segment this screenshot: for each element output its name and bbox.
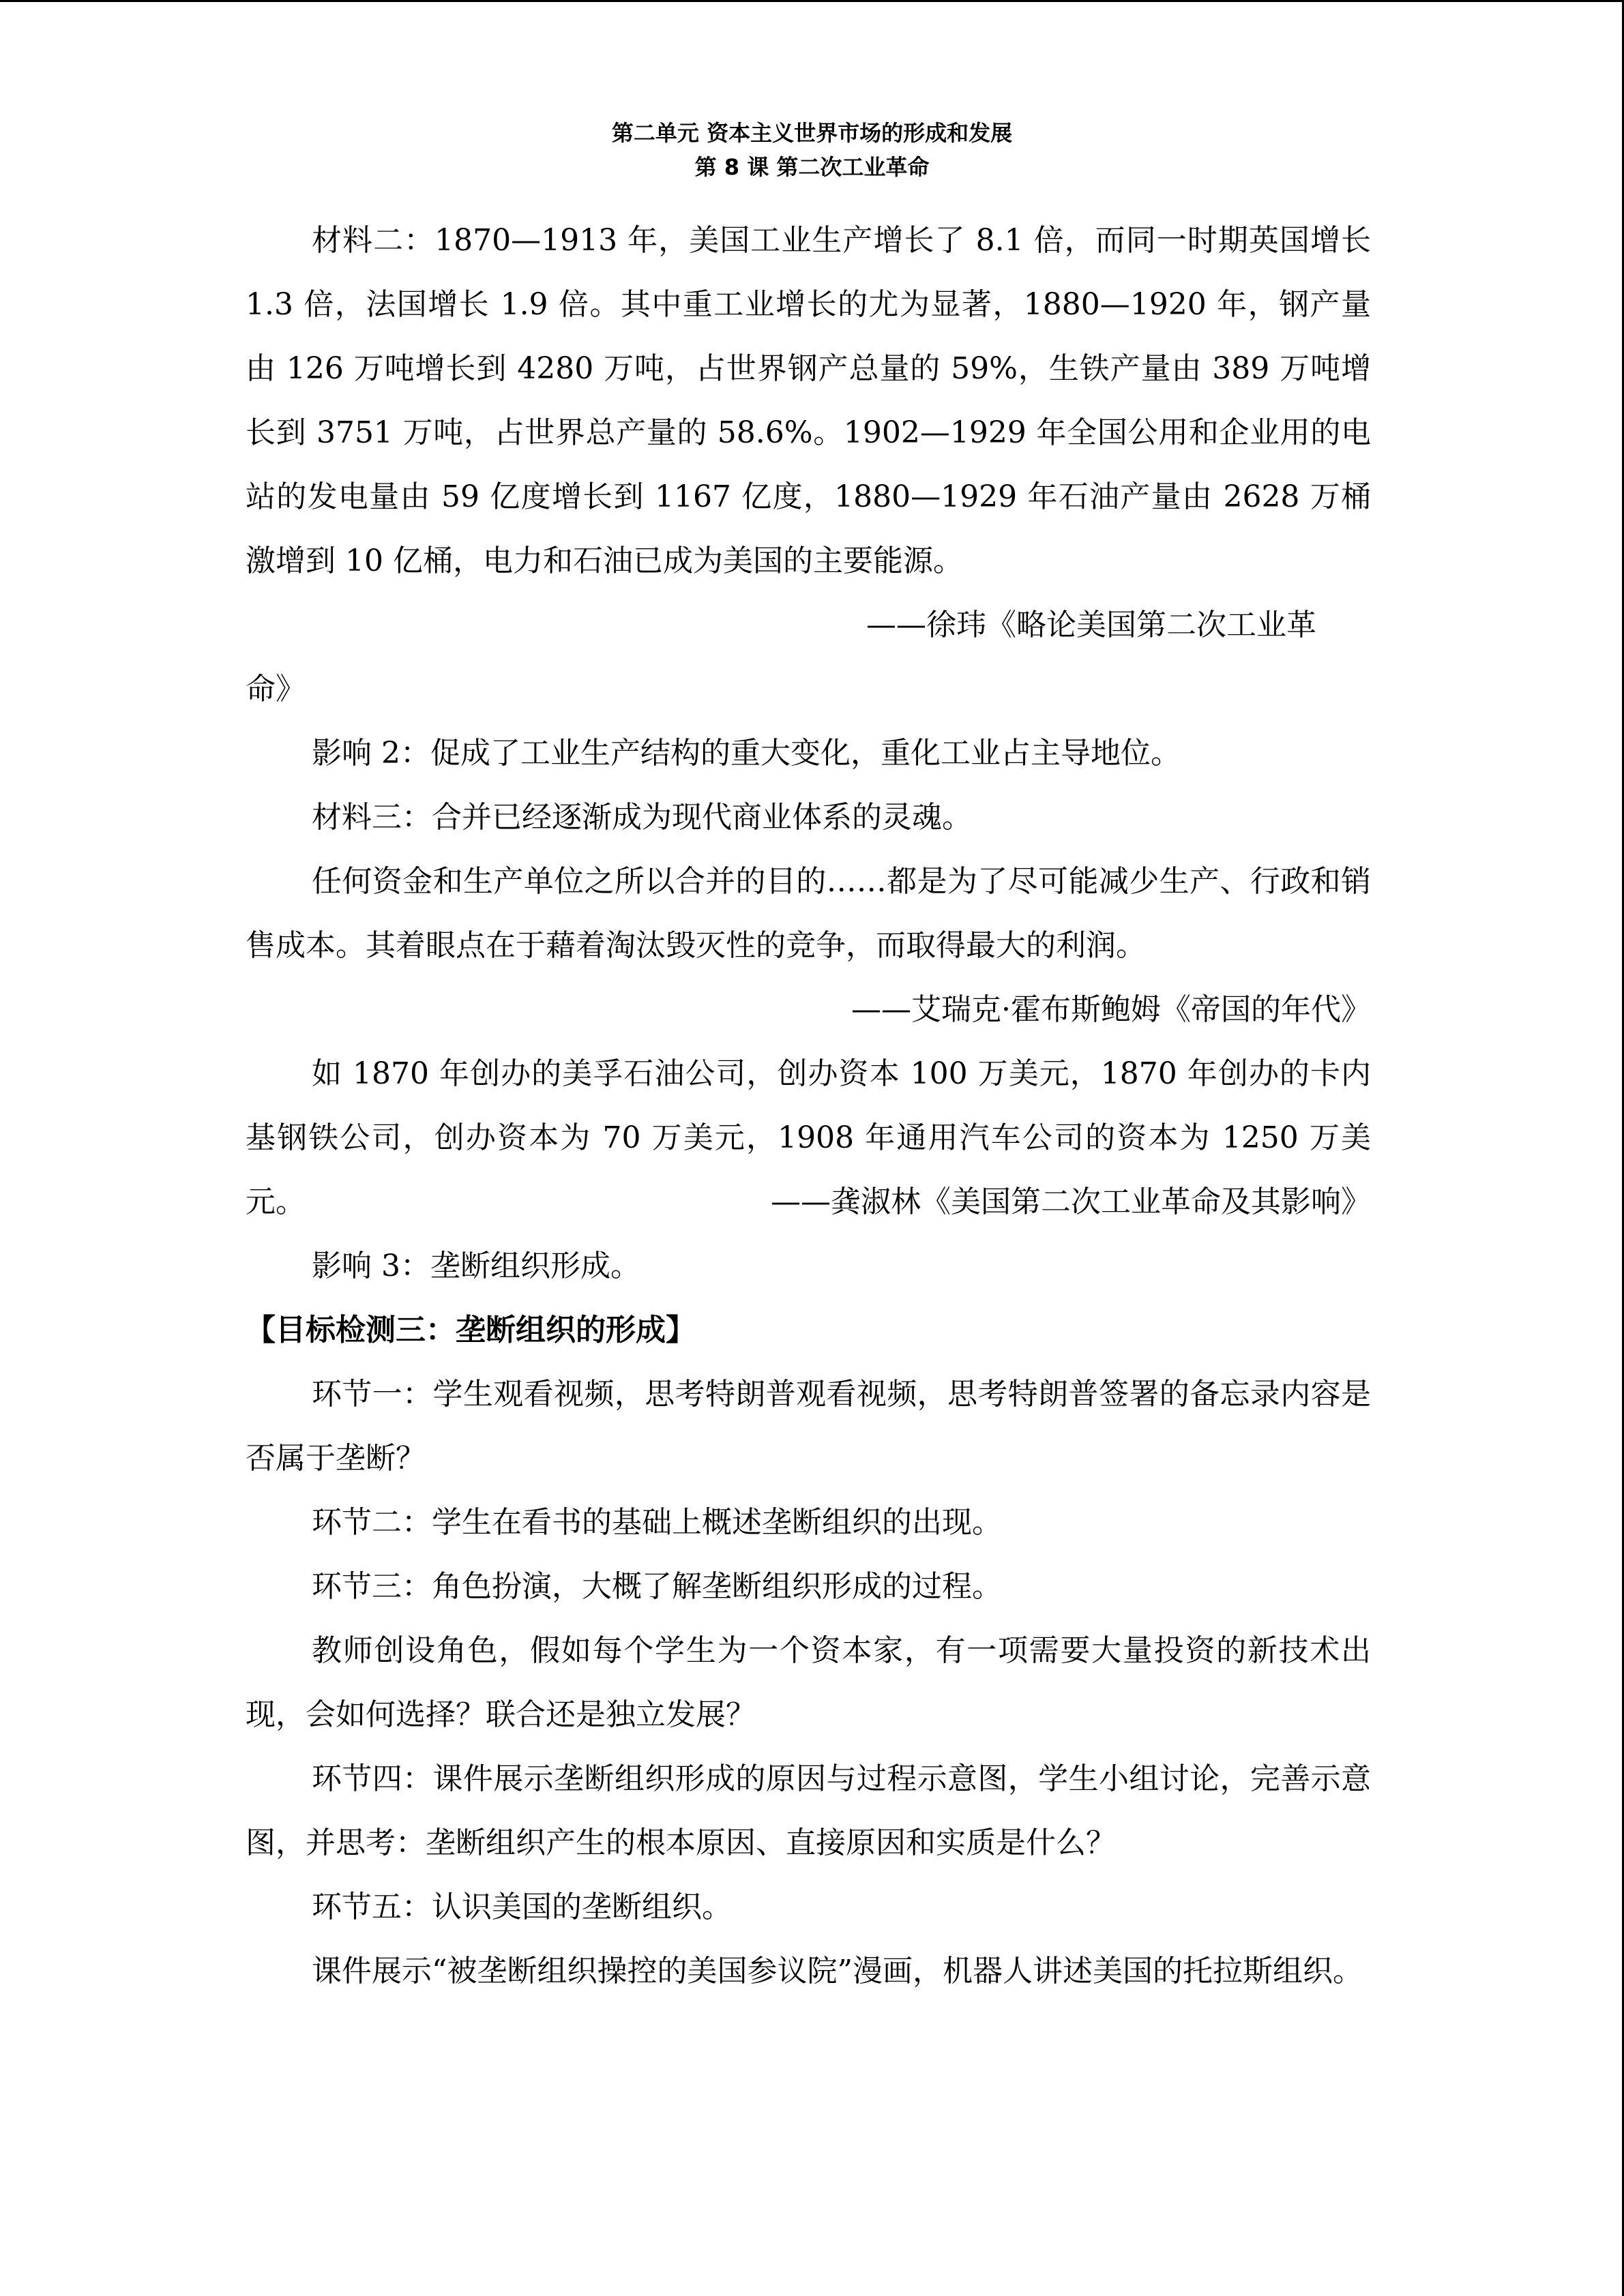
citation-hobsbawm: ——艾瑞克·霍布斯鲍姆《帝国的年代》 xyxy=(851,992,1371,1027)
citation-xu-wei-end: 命》 xyxy=(246,672,306,706)
page-border-top xyxy=(0,0,1624,2)
document-body xyxy=(246,209,1371,2003)
step-3-paragraph: 环节三：角色扮演，大概了解垄断组织形成的过程。 xyxy=(312,1569,1002,1604)
material-3-paragraph: 材料三：合并已经逐渐成为现代商业体系的灵魂。 xyxy=(312,800,972,835)
impact-3-paragraph: 影响 3：垄断组织形成。 xyxy=(312,1249,640,1283)
step-2-paragraph: 环节二：学生在看书的基础上概述垄断组织的出现。 xyxy=(312,1505,1002,1540)
impact-2-paragraph: 影响 2：促成了工业生产结构的重大变化，重化工业占主导地位。 xyxy=(312,736,1181,771)
unit-title: 第二单元 资本主义世界市场的形成和发展 xyxy=(611,120,1013,146)
lesson-title: 第 8 课 第二次工业革命 xyxy=(694,154,930,180)
material-3-continuation: 任何资金和生产单位之所以合并的目的……都是为了尽可能减少生产、行政和销售成本。其着眼点在于藉着淘汰毁灭性的竞争，而取得最大的利润。 xyxy=(246,864,1371,963)
step-1-paragraph: 环节一：学生观看视频，思考特朗普观看视频，思考特朗普签署的备忘录内容是否属于垄断？ xyxy=(246,1377,1371,1476)
citation-xu-wei: ——徐玮《略论美国第二次工业革 xyxy=(866,608,1316,642)
citation-gong-shulin: ——龚淑林《美国第二次工业革命及其影响》 xyxy=(771,1184,1371,1219)
teacher-role-paragraph: 教师创设角色，假如每个学生为一个资本家，有一项需要大量投资的新技术出现，会如何选择？联合还是独立发展？ xyxy=(246,1633,1371,1732)
step-5-paragraph: 环节五：认识美国的垄断组织。 xyxy=(312,1890,732,1924)
example-text: 如 1870 年创办的美孚石油公司，创办资本 100 万美元，1870 年创办的卡内基钢铁公司，创办资本为 70 万美元，1908 年通用汽车公司的资本为 1250 万美元。 xyxy=(246,1056,1371,1219)
courseware-paragraph: 课件展示“被垄断组织操控的美国参议院”漫画，机器人讲述美国的托拉斯组织。 xyxy=(312,1954,1363,1988)
example-paragraph xyxy=(246,1042,1371,1234)
material-2-paragraph: 材料二：1870—1913 年，美国工业生产增长了 8.1 倍，而同一时期英国增长 1.3 倍，法国增长 1.9 倍。其中重工业增长的尤为显著，1880—1920 年，钢产量由 126 万吨增长到 4280 万吨，占世界钢产总量的 59%，生铁产量由 389 万吨增长到 3751 万吨，占世界总产量的 58.6%。1902—1929 年全国公用和企业用的电站的发电量由 59 亿度增长到 1167 亿度，1880—1929 年石油产量由 2628 万桶激增到 10 亿桶，电力和石油已成为美国的主要能源。 xyxy=(246,223,1371,578)
section-heading: 【目标检测三：垄断组织的形成】 xyxy=(246,1313,696,1347)
step-4-paragraph: 环节四：课件展示垄断组织形成的原因与过程示意图，学生小组讨论，完善示意图，并思考：垄断组织产生的根本原因、直接原因和实质是什么？ xyxy=(246,1761,1371,1860)
